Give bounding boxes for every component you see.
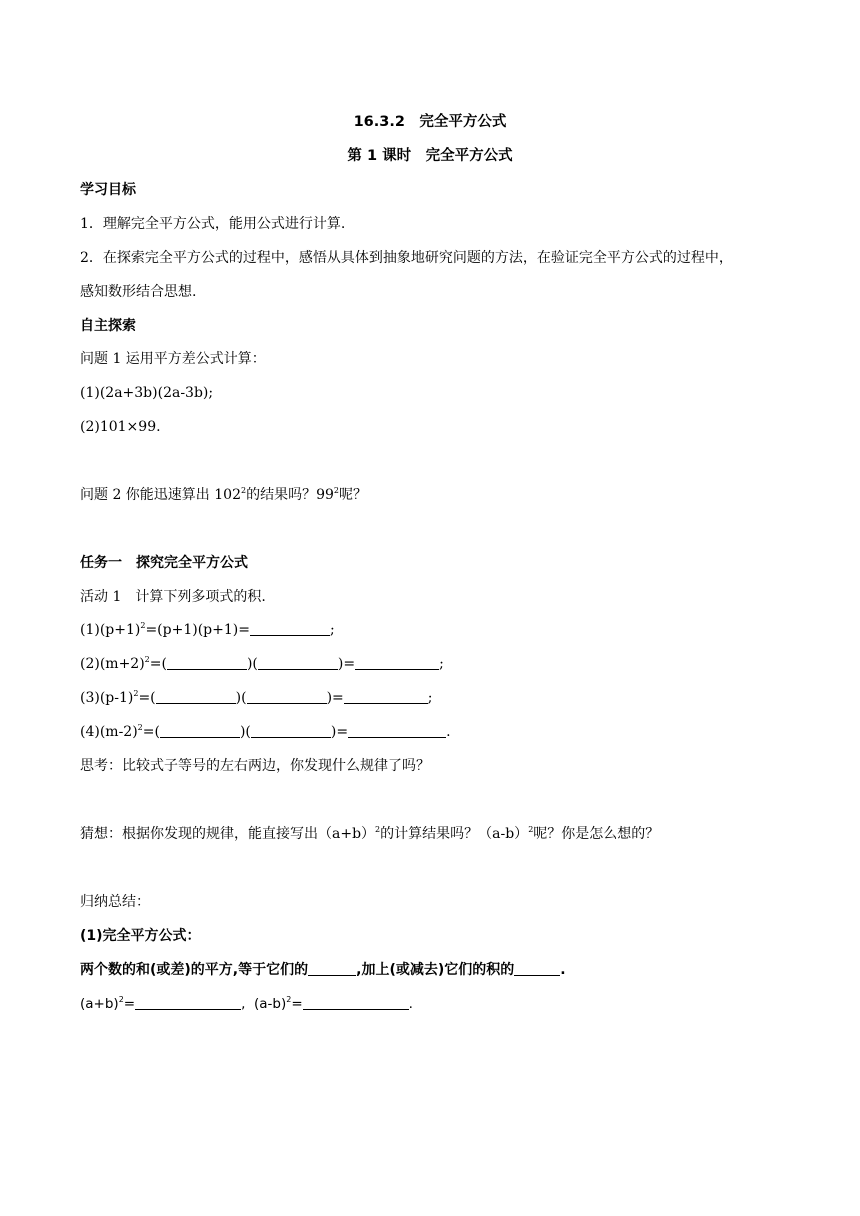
answer-blank[interactable] [160,723,240,738]
exercise-3 [80,688,433,708]
guess-text-a: 猜想：根据你发现的规律，能直接写出（a+b） [80,826,376,842]
task-1-heading: 任务一 探究完全平方公式 [80,555,248,571]
exercise-1-lhs: (1)(p+1) [80,622,141,638]
statement-end: . [560,962,566,978]
equals-open-paren: =( [138,690,156,706]
answer-blank[interactable] [308,961,356,976]
activity-1: 活动 1 计算下列多项式的积. [80,589,266,605]
answer-blank[interactable] [167,655,247,670]
exercise-2-end: ; [439,656,444,672]
formula-title: (1)完全平方公式： [80,928,201,944]
formula-statement [80,960,566,980]
close-paren-equals: )= [326,690,344,706]
paren-separator: )( [239,724,251,740]
exponent: 2 [375,825,381,834]
exercise-4 [80,722,451,742]
exponent: 2 [286,995,292,1004]
equals-open-paren: =( [149,656,167,672]
exercise-1 [80,620,335,640]
answer-blank[interactable] [251,723,331,738]
exponent: 2 [528,825,534,834]
answer-blank[interactable] [344,689,428,704]
section-title: 16.3.2 完全平方公式 [353,114,507,130]
answer-blank[interactable] [355,655,439,670]
answer-blank[interactable] [135,995,241,1010]
answer-blank[interactable] [514,961,560,976]
exercise-3-end: ; [427,690,433,706]
statement-text-a: 两个数的和(或差)的平方,等于它们的 [80,962,309,978]
formula-expressions [80,994,413,1014]
exercise-2 [80,654,444,674]
exponent: 2 [333,486,339,495]
formula-separator: , [241,996,254,1012]
exercise-2-lhs: (2)(m+2) [80,656,145,672]
close-paren-equals: )= [337,656,356,672]
goal-item-2-line-1: 2．在探索完全平方公式的过程中，感悟从具体到抽象地研究问题的方法，在验证完全平方公式的过程中， [80,250,733,266]
question-2-text-a: 问题 2 你能迅速算出 102 [80,487,241,503]
formula-end: . [408,996,413,1012]
guess-text-c: 呢？你是怎么想的？ [533,826,660,842]
lesson-title: 第 1 课时 完全平方公式 [347,148,513,164]
goals-heading: 学习目标 [80,182,136,198]
goal-item-2-line-2: 感知数形结合思想. [80,284,197,300]
exponent: 2 [133,689,139,698]
answer-blank[interactable] [156,689,236,704]
exponent: 2 [144,655,150,664]
exercise-3-lhs: (3)(p-1) [80,690,134,706]
question-2-text-c: 呢？ [339,487,367,503]
goal-item-1: 1．理解完全平方公式，能用公式进行计算. [80,216,346,232]
formula-2-equals: = [291,996,303,1012]
formula-1-lhs: (a+b) [80,996,119,1012]
guess-prompt [80,824,659,844]
think-prompt: 思考：比较式子等号的左右两边，你发现什么规律了吗？ [80,758,430,774]
answer-blank[interactable] [247,689,327,704]
exercise-4-end: . [446,724,451,740]
explore-heading: 自主探索 [80,318,136,334]
close-paren-equals: )= [330,724,349,740]
summary-heading: 归纳总结： [80,894,150,910]
exponent: 2 [118,995,124,1004]
question-1: 问题 1 运用平方差公式计算： [80,351,266,367]
formula-2-lhs: (a-b) [253,996,287,1012]
paren-separator: )( [235,690,247,706]
answer-blank[interactable] [258,655,338,670]
question-1-part-a: (1)(2a+3b)(2a-3b); [80,385,214,401]
guess-text-b: 的计算结果吗？（a-b） [380,826,529,842]
answer-blank[interactable] [348,723,446,738]
exponent: 2 [140,621,146,630]
exponent: 2 [137,723,143,732]
formula-1-equals: = [123,996,136,1012]
question-2 [80,485,367,505]
exercise-4-lhs: (4)(m-2) [80,724,138,740]
statement-text-b: ,加上(或减去)它们的积的 [356,962,515,978]
answer-blank[interactable] [303,995,409,1010]
exercise-1-expansion: =(p+1)(p+1)= [145,622,250,638]
exponent: 2 [240,486,247,495]
equals-open-paren: =( [142,724,160,740]
paren-separator: )( [246,656,258,672]
question-2-text-b: 的结果吗？99 [246,487,334,503]
question-1-part-b: (2)101×99. [80,419,161,435]
exercise-1-end: ; [329,622,335,638]
answer-blank[interactable] [250,621,330,636]
